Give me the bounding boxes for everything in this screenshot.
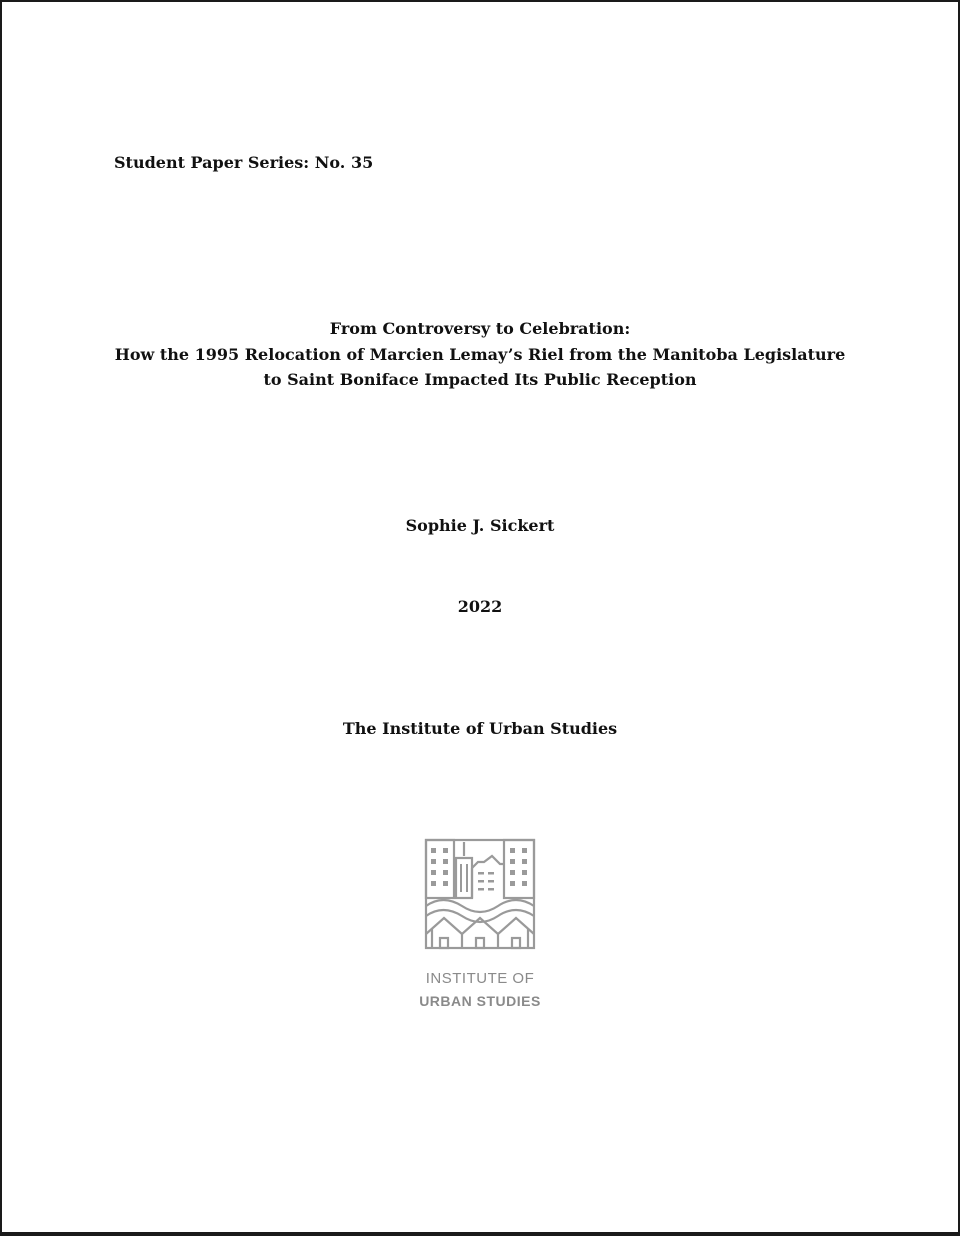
logo-text-line-1: INSTITUTE OF: [425, 970, 535, 987]
paper-title: [0, 316, 960, 393]
title-line-1: From Controversy to Celebration:: [329, 319, 631, 338]
title-line-2: How the 1995 Relocation of Marcien Lemay’s Riel from the Manitoba Legislature: [114, 344, 846, 364]
institute-of-urban-studies-logo-icon: [418, 838, 542, 954]
series-label: Student Paper Series: No. 35: [114, 153, 374, 172]
author-name: Sophie J. Sickert: [405, 516, 555, 535]
publication-year: 2022: [457, 597, 503, 616]
title-line-3: to Saint Boniface Impacted Its Public Reception: [263, 370, 697, 389]
logo-text-line-2: URBAN STUDIES: [419, 993, 541, 1009]
publisher-name: The Institute of Urban Studies: [342, 719, 618, 738]
